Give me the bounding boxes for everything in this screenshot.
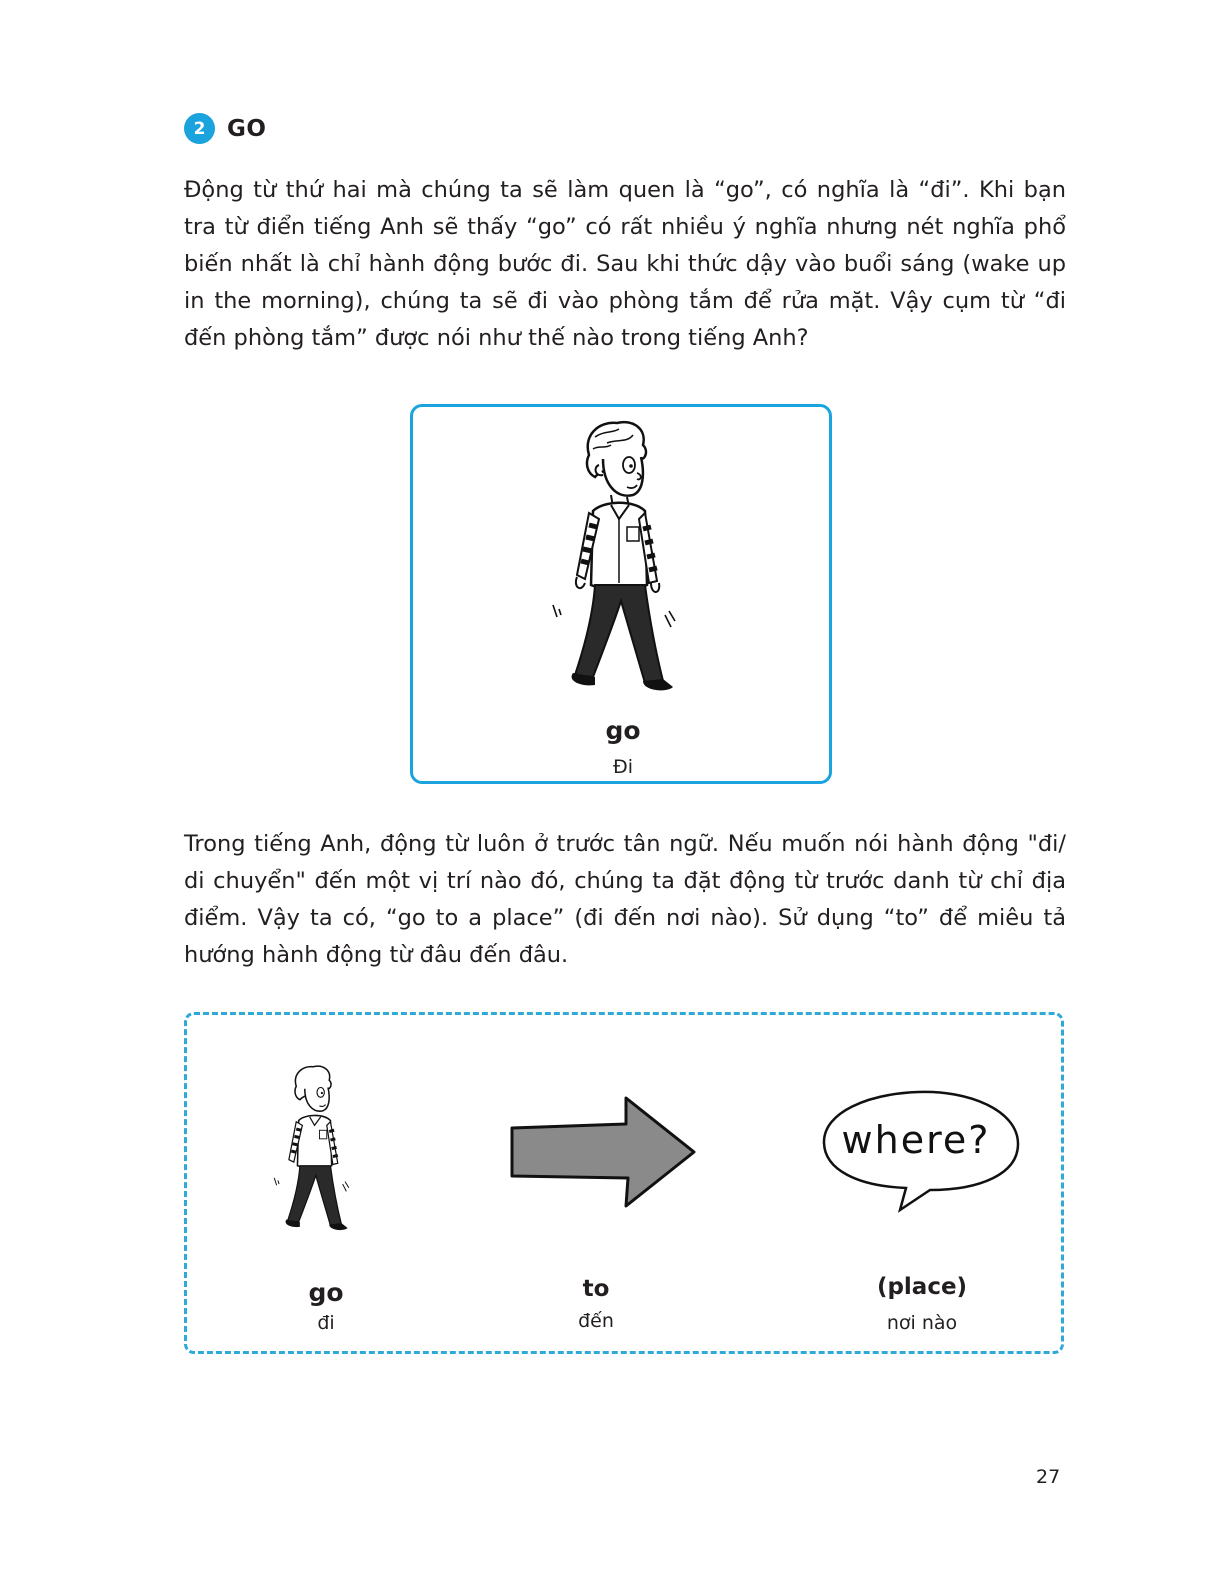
card-meaning: Đi xyxy=(612,756,633,778)
speech-bubble-text: where? xyxy=(841,1118,991,1162)
intro-paragraph: Động từ thứ hai mà chúng ta sẽ làm quen là “go”, có nghĩa là “đi”. Khi bạn tra từ điển tiếng Anh sẽ thấy “go” có rất nhiều ý nghĩa nhưng nét nghĩa phổ biến nhất là chỉ hành động bước đi. Sau khi thức dậy vào buổi sáng (wake up in the morning), chúng ta sẽ đi vào phòng tắm để rửa mặt. Vậy cụm từ “đi đến phòng tắm” được nói như thế nào trong tiếng Anh? xyxy=(184,177,1066,351)
page-number: 27 xyxy=(1036,1466,1061,1488)
card-word: go xyxy=(605,716,641,745)
diagram-word-go: go xyxy=(308,1278,344,1307)
walking-man-small-illustration xyxy=(262,1040,372,1256)
diagram-word-place: (place) xyxy=(876,1274,968,1300)
section-title: GO xyxy=(227,115,267,142)
section-number-badge: 2 xyxy=(184,113,215,144)
explanation-paragraph: Trong tiếng Anh, động từ luôn ở trước tân ngữ. Nếu muốn nói hành động "đi/ di chuyển" đến một vị trí nào đó, chúng ta đặt động từ trước danh từ chỉ địa điểm. Vậy ta có, “go to a place” (đi đến nơi nào). Sử dụng “to” để miêu tả hướng hành động từ đâu đến đâu. xyxy=(184,831,1066,968)
walking-man-illustration xyxy=(533,415,713,697)
diagram-meaning-to: đến xyxy=(578,1310,614,1332)
diagram-meaning-go: đi xyxy=(317,1312,335,1334)
diagram-meaning-place: nơi nào xyxy=(886,1312,958,1334)
diagram-word-to: to xyxy=(582,1276,610,1302)
section-heading xyxy=(184,113,266,144)
right-arrow-icon xyxy=(506,1092,702,1212)
